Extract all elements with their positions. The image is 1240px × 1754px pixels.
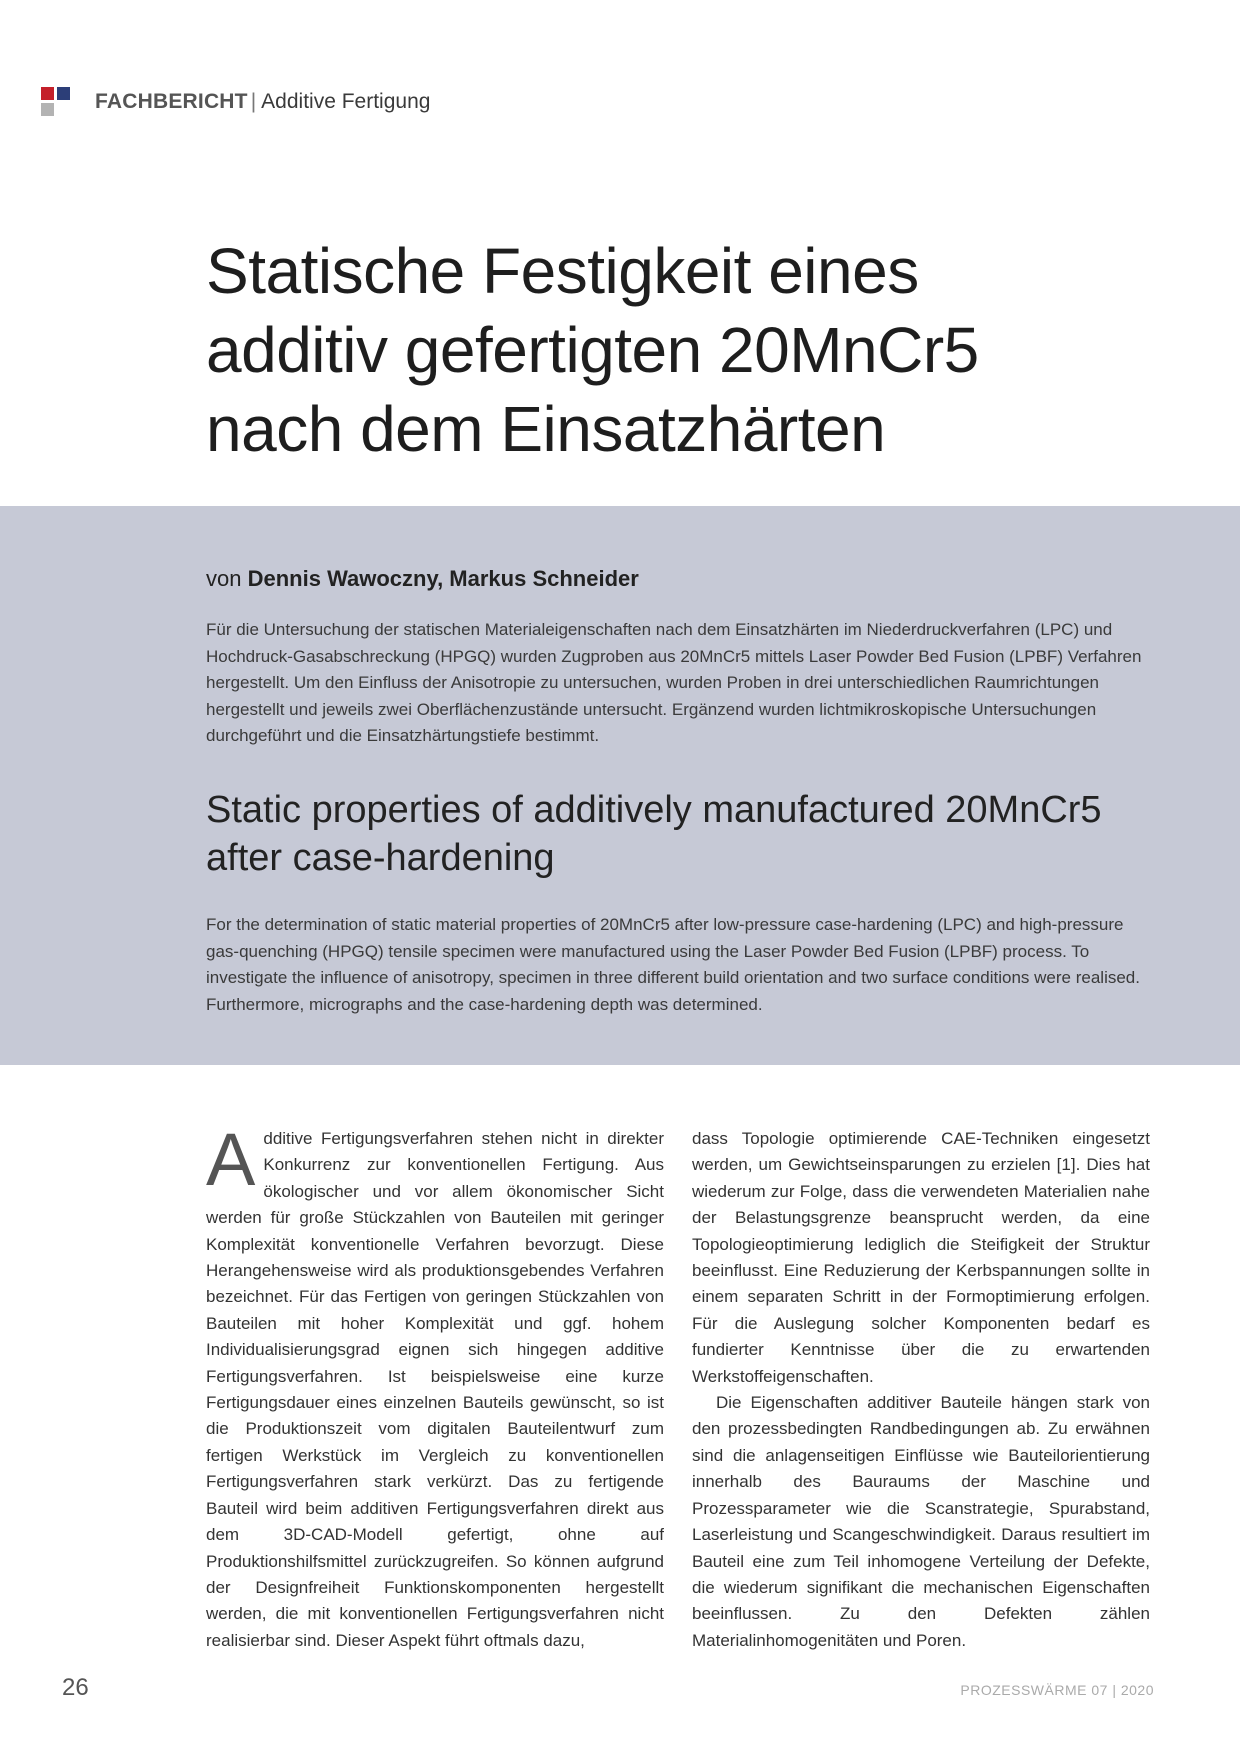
drop-cap: A [206, 1118, 256, 1201]
body-paragraph: Die Eigenschaften additiver Bauteile hängen stark von den prozessbedingten Randbedingungen ab. Zu erwähnen sind die anlagenseitigen Einflüsse wie Bauteilorientierung innerhalb des Bauraums der Maschine und Prozessparameter wie die Scanstrategie, Spurabstand, Laserleistung und Scangeschwindigkeit. Daraus resultiert im Bauteil eine zum Teil inhomogene Verteilung der Defekte, die wiederum signifikant die mechanischen Eigenschaften beeinflussen. Zu den Defekten zählen Materialinhomogenitäten und Poren. [692, 1393, 1150, 1650]
english-title-line: Static properties of additively manufactured 20MnCr5 [206, 789, 1102, 831]
body-column-left [206, 1118, 664, 1654]
article-title [206, 232, 1166, 469]
article-title-line: nach dem Einsatzhärten [206, 393, 886, 465]
page-number: 26 [62, 1674, 89, 1701]
body-paragraph: dass Topologie optimierende CAE-Techniken eingesetzt werden, um Gewichtseinsparungen zu erzielen [1]. Dies hat wiederum zur Folge, dass die verwendeten Materialien nahe der Belastungsgrenze beansprucht werden, da eine Topologieoptimierung lediglich die Steifigkeit der Struktur beeinflusst. Eine Reduzierung der Kerbspannungen sollte in einem separaten Schritt in der Formoptimierung erfolgen. Für die Auslegung solcher Komponenten bedarf es fundierter Kenntnisse über die zu erwartenden Werkstoffeigenschaften. [692, 1129, 1150, 1386]
journal-issue: PROZESSWÄRME 07 | 2020 [960, 1682, 1154, 1698]
english-title [206, 786, 1166, 882]
body-paragraph [206, 1118, 664, 1654]
section-label: FACHBERICHT [95, 90, 248, 113]
section-header [95, 87, 430, 117]
abstract-german: Für die Untersuchung der statischen Materialeigenschaften nach dem Einsatzhärten im Niederdruckverfahren (LPC) und Hochdruck-Gasabschreckung (HPGQ) wurden Zugproben aus 20MnCr5 mittels Laser Powder Bed Fusion (LPBF) Verfahren hergestellt. Um den Einfluss der Anisotropie zu untersuchen, wurden Proben in drei unterschiedlichen Raumrichtungen hergestellt und jeweils zwei Oberflächenzustände untersucht. Ergänzend wurden lichtmikroskopische Untersuchungen durchgeführt und die Einsatzhärtungstiefe bestimmt. [206, 620, 1142, 745]
byline-prefix: von [206, 566, 242, 591]
byline-authors: Dennis Wawoczny, Markus Schneider [247, 566, 639, 591]
body-text: dditive Fertigungsverfahren stehen nicht in direkter Konkurrenz zur konventionellen Fertigung. Aus ökologischer und vor allem ökonomischer Sicht werden für große Stückzahlen von Bauteilen mit geringer Komplexität konventionelle Verfahren bevorzugt. Diese Herangehensweise wird als produktionsgebendes Verfahren bezeichnet. Für das Fertigen von geringen Stückzahlen von Bauteilen mit hoher Komplexität und ggf. hohem Individualisierungsgrad eignen sich hingegen additive Fertigungsverfahren. Ist beispielsweise eine kurze Fertigungsdauer eines einzelnen Bauteils gewünscht, so ist die Produktionszeit vom digitalen Bauteilentwurf zum fertigen Werkstück im Vergleich zu konventionellen Fertigungsverfahren stark verkürzt. Das zu fertigende Bauteil wird beim additiven Fertigungsverfahren direkt aus dem 3D-CAD-Modell gefertigt, ohne auf Produktionshilfsmittel zurückzugreifen. So können aufgrund der Designfreiheit Funktionskomponenten hergestellt werden, die mit konventionellen Fertigungsverfahren nicht realisierbar sind. Dieser Aspekt führt oftmals dazu, [206, 1129, 664, 1650]
logo-grey-square [41, 103, 54, 116]
article-title-line: additiv gefertigten 20MnCr5 [206, 314, 979, 386]
article-title-line: Statische Festigkeit eines [206, 235, 919, 307]
abstract-english: For the determination of static material properties of 20MnCr5 after low-pressure case-hardening (LPC) and high-pressure gas-quenching (HPGQ) tensile specimen were manufactured using the Laser Powder Bed Fusion (LPBF) process. To investigate the influence of anisotropy, specimen in three different build orientation and two surface conditions were realised. Furthermore, micrographs and the case-hardening depth was determined. [206, 915, 1140, 1014]
english-title-line: after case-hardening [206, 837, 555, 879]
logo-blue-square [57, 87, 70, 100]
section-separator: | [250, 90, 257, 113]
publication-logo [41, 87, 71, 117]
body-column-right [692, 1126, 1150, 1654]
logo-red-square [41, 87, 54, 100]
section-topic: Additive Fertigung [261, 90, 431, 113]
byline [206, 562, 639, 596]
